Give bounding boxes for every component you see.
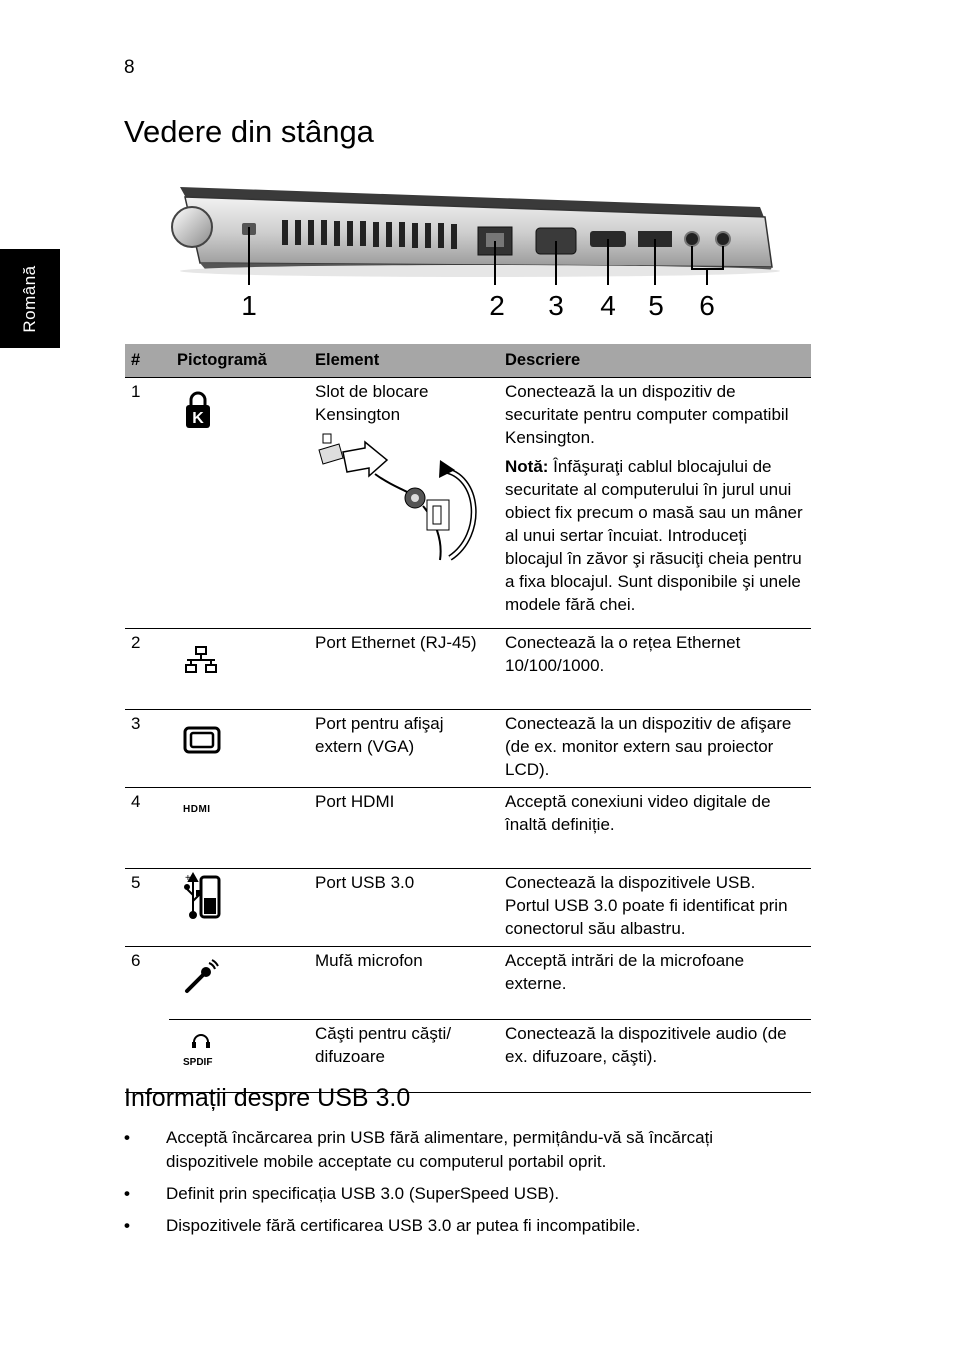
icon-cell bbox=[169, 710, 307, 788]
icon-cell bbox=[169, 788, 307, 869]
description-cell bbox=[497, 710, 811, 788]
table-row bbox=[125, 947, 811, 1020]
element-cell: Port USB 3.0 bbox=[307, 869, 497, 947]
element-cell: Mufă microfon bbox=[307, 947, 497, 1020]
icon-cell bbox=[169, 629, 307, 710]
description-text: Conectează la dispozitivele audio (de ex. difuzoare, căşti). bbox=[505, 1024, 787, 1066]
laptop-left-side-figure bbox=[160, 175, 780, 325]
hdmi-icon-text: HDMI bbox=[183, 804, 211, 815]
lock-cable-illustration bbox=[315, 430, 485, 565]
microphone-icon bbox=[183, 959, 219, 995]
description-cell bbox=[497, 869, 811, 947]
callout-numbers bbox=[241, 290, 715, 321]
description-cell bbox=[497, 1020, 811, 1093]
usb-bullet-list bbox=[124, 1126, 804, 1246]
usb-section-title: Informații despre USB 3.0 bbox=[124, 1084, 411, 1112]
note-paragraph bbox=[505, 455, 803, 616]
element-cell: Căşti pentru căşti/ difuzoare bbox=[307, 1020, 497, 1093]
table-header-row bbox=[125, 344, 811, 378]
element-cell: Port pentru afişaj extern (VGA) bbox=[307, 710, 497, 788]
icon-cell bbox=[169, 378, 307, 629]
row-number: 6 bbox=[125, 947, 169, 1093]
header-number: # bbox=[125, 344, 169, 378]
hinge bbox=[172, 207, 212, 247]
kensington-lock-icon bbox=[183, 390, 213, 430]
callout-3: 3 bbox=[548, 290, 564, 321]
description-cell bbox=[497, 629, 811, 710]
usb-charge-icon bbox=[183, 871, 223, 921]
element-cell: Port HDMI bbox=[307, 788, 497, 869]
list-item: • Dispozitivele fără certificarea USB 3.0 ar putea fi incompatibile. bbox=[124, 1214, 804, 1238]
vga-icon bbox=[183, 726, 221, 756]
row-number: 3 bbox=[125, 710, 169, 788]
table-row bbox=[125, 788, 811, 869]
spdif-icon-text: SPDIF bbox=[183, 1057, 213, 1068]
description-text: Acceptă intrări de la microfoane externe. bbox=[505, 951, 745, 993]
description-text: Conectează la o rețea Ethernet 10/100/1000. bbox=[505, 633, 741, 675]
note-label: Notă: bbox=[505, 457, 549, 476]
ports-table bbox=[125, 344, 811, 1093]
element-cell bbox=[307, 378, 497, 629]
description-text: Conectează la un dispozitiv de afişare (de ex. monitor extern sau proiector LCD). bbox=[505, 714, 792, 779]
side-tab-label: Română bbox=[20, 264, 39, 333]
hdmi-icon bbox=[183, 804, 299, 816]
header-description: Descriere bbox=[497, 344, 811, 378]
row-number: 5 bbox=[125, 869, 169, 947]
table-row bbox=[125, 378, 811, 629]
table-row bbox=[125, 629, 811, 710]
callout-2: 2 bbox=[489, 290, 505, 321]
icon-cell bbox=[169, 869, 307, 947]
header-element: Element bbox=[307, 344, 497, 378]
row-number: 4 bbox=[125, 788, 169, 869]
microphone-jack bbox=[685, 232, 699, 246]
table-row bbox=[125, 710, 811, 788]
description-cell bbox=[497, 378, 811, 629]
callout-1: 1 bbox=[241, 290, 257, 321]
element-cell: Port Ethernet (RJ-45) bbox=[307, 629, 497, 710]
callout-5: 5 bbox=[648, 290, 664, 321]
description-text: Acceptă conexiuni video digitale de înaltă definiție. bbox=[505, 792, 771, 834]
callout-6: 6 bbox=[699, 290, 715, 321]
list-item: • Acceptă încărcarea prin USB fără alimentare, permițându-vă să încărcați dispozitivele mobile acceptate cu computerul portabil oprit. bbox=[124, 1126, 804, 1174]
table-row bbox=[125, 1020, 811, 1093]
list-item: • Definit prin specificația USB 3.0 (SuperSpeed USB). bbox=[124, 1182, 804, 1206]
svg-text:K: K bbox=[192, 410, 204, 427]
element-name: Slot de blocare Kensington bbox=[315, 382, 429, 424]
row-number: 2 bbox=[125, 629, 169, 710]
callout-4: 4 bbox=[600, 290, 616, 321]
description-cell bbox=[497, 947, 811, 1020]
headphones-spdif-icon bbox=[183, 1034, 223, 1071]
ethernet-icon bbox=[183, 645, 219, 675]
icon-cell bbox=[169, 1020, 307, 1093]
description-text: Conectează la dispozitivele USB. Portul USB 3.0 poate fi identificat prin conectorul său albastru. bbox=[505, 873, 788, 938]
language-side-tab bbox=[0, 249, 60, 348]
description-text: Conectează la un dispozitiv de securitate pentru computer compatibil Kensington. bbox=[505, 382, 789, 447]
table-row bbox=[125, 869, 811, 947]
page-number: 8 bbox=[124, 57, 135, 78]
description-cell bbox=[497, 788, 811, 869]
svg-text:+: + bbox=[185, 873, 191, 884]
note-text: Înfăşuraţi cablul blocajului de securitate al computerului în jurul unui obiect fix precum o masă sau un mâner al unui sertar încuiat. Introduceţi blocajul în zăvor şi răsuciţi cheia pentru a fixa blocajul. Sunt disponibile şi unele modele fără chei. bbox=[505, 457, 803, 614]
headphone-jack bbox=[716, 232, 730, 246]
row-number: 1 bbox=[125, 378, 169, 629]
headphones-icon bbox=[191, 1034, 211, 1048]
page-title: Vedere din stânga bbox=[124, 114, 374, 149]
header-icon: Pictogramă bbox=[169, 344, 307, 378]
icon-cell bbox=[169, 947, 307, 1020]
